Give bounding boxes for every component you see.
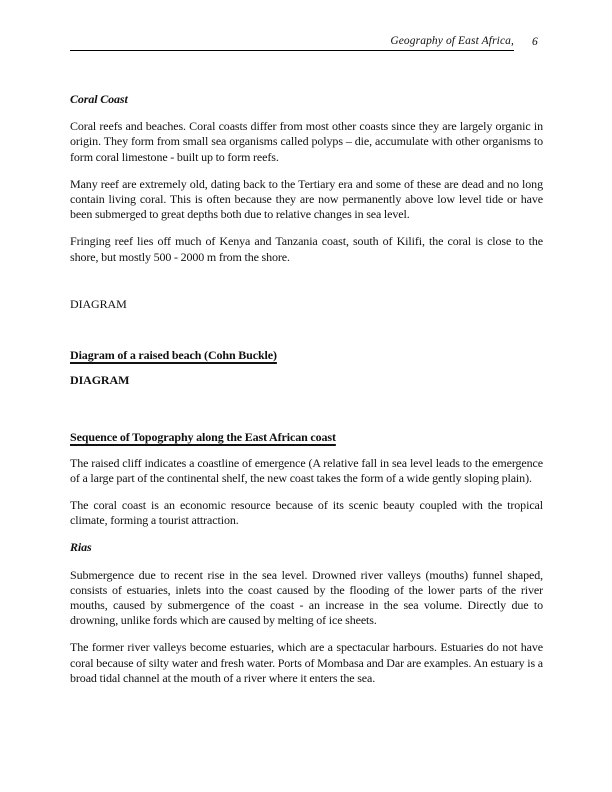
page-number: 6: [532, 36, 538, 48]
paragraph-coral-reefs: Coral reefs and beaches. Coral coasts differ from most other coasts since they are largely organic in origin. They form from small sea organisms called polyps – die, accumulate with other organisms to form coral limestone - built up to form reefs.: [70, 119, 543, 164]
diagram-placeholder-2: DIAGRAM: [70, 373, 130, 388]
section-heading-coral-coast: Coral Coast: [70, 92, 128, 106]
header-title: Geography of East Africa,: [390, 35, 514, 47]
diagram-placeholder-1: DIAGRAM: [70, 296, 127, 311]
paragraph-former-river-valleys: The former river valleys become estuaries, which are a spectacular harbours. Estuaries do not have coral because of silty water and fresh water. Ports of Mombasa and Dar are examples. An estuary is a broad tidal channel at the mouth of a river where it enters the sea.: [70, 640, 543, 685]
header-rule: [70, 31, 514, 51]
paragraph-raised-cliff: The raised cliff indicates a coastline of emergence (A relative fall in sea level leads to the emergence of a large part of the continental shelf, the new coast takes the form of a wide gently sloping plain).: [70, 455, 543, 485]
page-header: [70, 31, 544, 51]
heading-sequence-topography: Sequence of Topography along the East African coast: [70, 430, 336, 445]
paragraph-coral-coast-economic: The coral coast is an economic resource because of its scenic beauty coupled with the tropical climate, forming a tourist attraction.: [70, 498, 543, 528]
paragraph-many-reef: Many reef are extremely old, dating back to the Tertiary era and some of these are dead and no long contain living coral. This is often because they are now permanently above low level tide or have been submerged to great depths both due to relative changes in sea level.: [70, 176, 543, 222]
document-body: [70, 92, 543, 698]
heading-diagram-raised-beach: Diagram of a raised beach (Cohn Buckle): [70, 348, 277, 363]
paragraph-submergence: Submergence due to recent rise in the sea level. Drowned river valleys (mouths) funnel shaped, consists of estuaries, inlets into the coast caused by the flooding of the lower parts of the river mouths, caused by submergence of the coast - an increase in the sea volume. Directly due to drowning, unlike fords which are caused by melting of ice sheets.: [70, 567, 543, 628]
paragraph-fringing-reef: Fringing reef lies off much of Kenya and Tanzania coast, south of Kilifi, the coral is close to the shore, but mostly 500 - 2000 m from the shore.: [70, 234, 543, 264]
section-heading-rias: Rias: [70, 540, 92, 555]
